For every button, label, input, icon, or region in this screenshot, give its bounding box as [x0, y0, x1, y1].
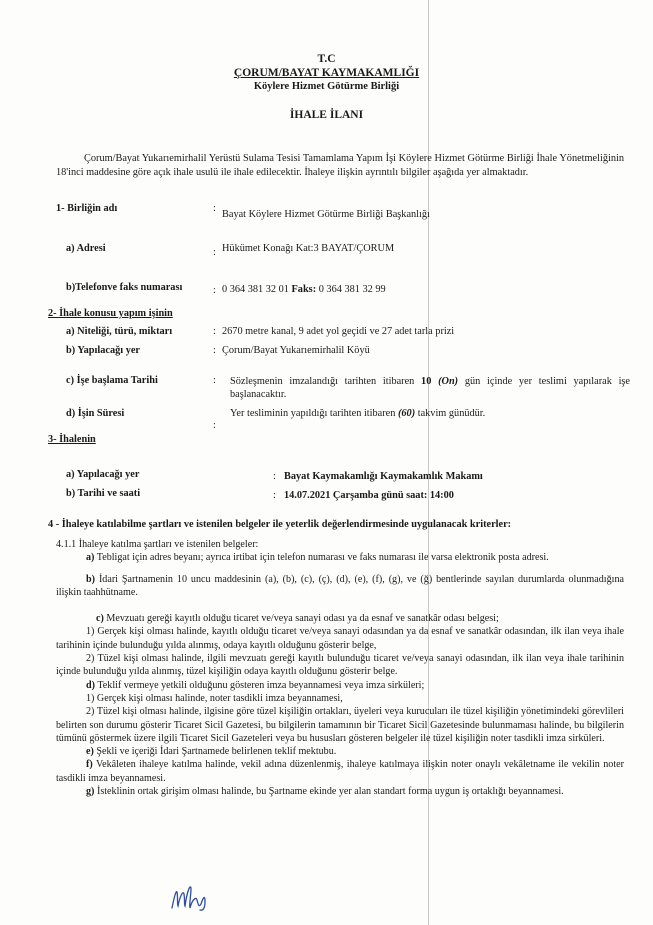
item-c1: 1) Gerçek kişi olması halinde, kayıtlı olduğu ticaret ve/veya sanayi odasından ya da esnaf ve sanatkâr odasından, ilk ilan veya ihale tarihinin içinde bulunduğu yılda alınmış, odaya kayıtlı olduğunu gösterir belge,	[56, 626, 624, 651]
duration-value: Yer tesliminin yapıldığı tarihten itibaren (60) takvim günüdür.	[230, 408, 486, 419]
item-d2: 2) Tüzel kişi olması halinde, ilgisine göre tüzel kişiliğin ortakları, üyeleri veya kurucuları ile tüzel kişiliğin yönetimindeki görevlileri belirten son durumu gösterir Ticaret Sicil Gazetesi, bu bilgilerin tamamının bir Ticaret Sicil Gazetesinde bulunmaması halinde, bu bilgilerin tümünü göstermek üzere ilgili Ticaret Sicil Gazeteleri veya bu hususları gösteren belgeler ile tüzel kişiliğin noter tasdikli imza sirküleri.	[56, 706, 624, 744]
section4-heading: 4 - İhaleye katılabilme şartları ve istenilen belgeler ile yeterlik değerlendirmesinde uygulanacak kriterler:	[48, 519, 512, 530]
place-value: Çorum/Bayat Yukarıemirhalil Köyü	[222, 345, 370, 356]
colon: :	[213, 375, 216, 386]
fax-label: Faks:	[291, 284, 317, 295]
colon: :	[273, 490, 276, 501]
colon: :	[213, 345, 216, 356]
nature-value: 2670 metre kanal, 9 adet yol geçidi ve 27 adet tarla prizi	[222, 326, 455, 337]
item-f: f) Vekâleten ihaleye katılma halinde, vekil adına düzenlenmiş, ihaleye katılmaya ilişkin noter onaylı vekâletname ile vekilin noter tasdikli imza beyannamesi.	[56, 759, 624, 784]
item-c: c) Mevzuatı gereği kayıtlı olduğu ticaret ve/veya sanayi odası ya da esnaf ve sanatkâr odası belgesi;	[96, 613, 499, 625]
phone-fax-value	[222, 284, 386, 295]
colon: :	[213, 326, 216, 337]
birlik-name-value: Bayat Köylere Hizmet Götürme Birliği Başkanlığı	[222, 209, 430, 220]
section4-sub: 4.1.1 İhaleye katılma şartları ve istenilen belgeler:	[56, 539, 259, 550]
header-tc: T.C	[317, 53, 336, 65]
header-kaymakamlik: ÇORUM/BAYAT KAYMAKAMLIĞI	[233, 67, 420, 79]
initials-signature	[170, 882, 210, 912]
item-e: e) Şekli ve içeriği İdari Şartnamede belirlenen teklif mektubu.	[86, 746, 337, 758]
section1-label: 1- Birliğin adı	[56, 203, 118, 214]
item-d: d) Teklif vermeye yetkili olduğunu gösteren imza beyannamesi veya imza sirküleri;	[86, 679, 425, 691]
document-header	[0, 52, 653, 94]
duration-label: d) İşin Süresi	[66, 408, 125, 419]
section4-body	[56, 538, 624, 798]
tender-place-value: Bayat Kaymakamlığı Kaymakamlık Makamı	[284, 471, 483, 482]
item-c2: 2) Tüzel kişi olması halinde, ilgili mevzuatı gereği kayıtlı bulunduğu ticaret ve/veya sanayi odasından, ilk ilan veya ihale tarihinin içinde bulunduğu yılda alınmış, tüzel kişiliğin odaya kayıtlı olduğunu gösterir belge.	[56, 653, 624, 678]
colon: :	[273, 471, 276, 482]
item-g: g) İsteklinin ortak girişim olması halinde, bu Şartname ekinde yer alan standart forma uygun iş ortaklığı beyannamesi.	[86, 786, 564, 798]
address-value: Hükümet Konağı Kat:3 BAYAT/ÇORUM	[222, 243, 395, 254]
colon: :	[213, 285, 216, 296]
item-d1: 1) Gerçek kişi olması halinde, noter tasdikli imza beyannamesi,	[86, 692, 343, 704]
tender-date-value: 14.07.2021 Çarşamba günü saat: 14:00	[284, 490, 454, 501]
item-b: b) İdari Şartnamenin 10 uncu maddesinin (a), (b), (c), (ç), (d), (e), (f), (g), ve (ğ) bentlerinde sayılan durumlarda olunmadığına ilişkin taahhütname.	[56, 573, 624, 598]
tender-place-label: a) Yapılacağı yer	[66, 469, 140, 480]
phone-value: 0 364 381 32 01	[222, 284, 289, 295]
phone-label: b)Telefonve faks numarası	[66, 282, 183, 293]
intro-paragraph: Çorum/Bayat Yukarıemirhalil Yerüstü Sulama Tesisi Tamamlama Yapım İşi Köylere Hizmet Götürme Birliği İhale Yönetmeliğinin 18'inci maddesine göre açık ihale usulü ile ihale edilecektir. İhaleye ilişkin ayrıntılı bilgiler aşağıda yer almaktadır.	[56, 153, 624, 178]
page-title: İHALE İLANI	[289, 109, 364, 121]
colon: :	[213, 420, 216, 431]
header-birlik: Köylere Hizmet Götürme Birliği	[253, 81, 400, 92]
start-label: c) İşe başlama Tarihi	[66, 375, 158, 386]
section3-label: 3- İhalenin	[48, 434, 96, 445]
colon: :	[213, 247, 216, 258]
nature-label: a) Niteliği, türü, miktarı	[66, 326, 173, 337]
address-label: a) Adresi	[66, 243, 106, 254]
start-value: Sözleşmenin imzalandığı tarihten itibaren 10 (On) gün içinde yer teslimi yapılarak işe başlanacaktır.	[230, 376, 631, 400]
place-label: b) Yapılacağı yer	[66, 345, 140, 356]
fax-value: 0 364 381 32 99	[318, 284, 386, 295]
section2-label: 2- İhale konusu yapım işinin	[48, 308, 173, 319]
colon: :	[213, 203, 216, 214]
item-a: a) Tebligat için adres beyanı; ayrıca irtibat için telefon numarası ve faks numarası ile varsa elektronik posta adresi.	[86, 552, 549, 564]
tender-date-label: b) Tarihi ve saati	[66, 488, 141, 499]
